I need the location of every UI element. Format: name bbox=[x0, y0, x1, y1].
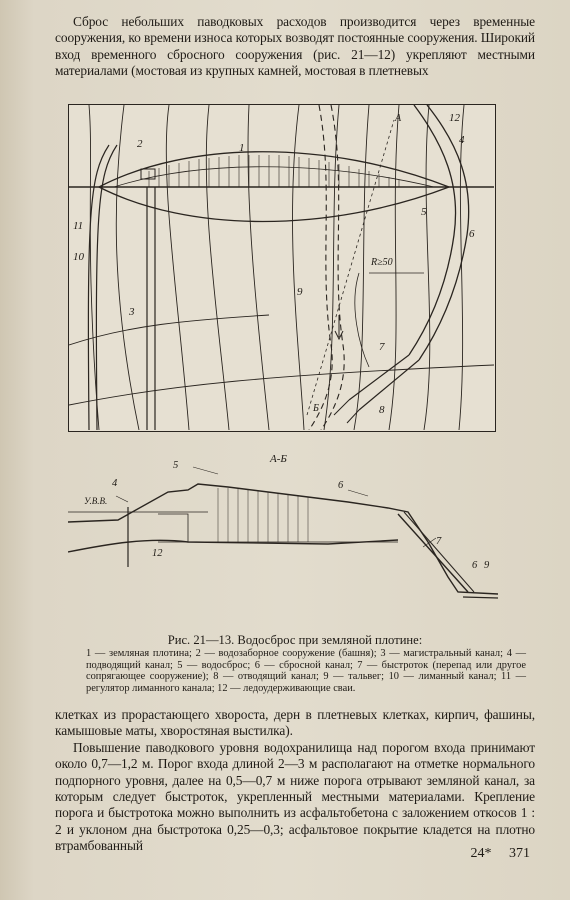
plan-label-12: 12 bbox=[449, 112, 460, 124]
plan-label-radius: R≥50 bbox=[371, 257, 393, 268]
plan-figure bbox=[68, 104, 496, 432]
section-title: А-Б bbox=[270, 453, 287, 465]
bottom-paragraphs bbox=[55, 707, 535, 855]
section-label-7: 7 bbox=[436, 536, 442, 547]
plan-label-5: 5 bbox=[421, 206, 427, 218]
plan-label-1: 1 bbox=[239, 142, 245, 154]
section-drawing bbox=[68, 452, 498, 627]
section-label-5: 5 bbox=[173, 460, 179, 471]
paragraph-text: клетках из прорастающего хворостa, дерн в плетневых клетках, кирпич, фашины, камышовые маты, хворостяная выстилка). bbox=[55, 707, 535, 739]
plan-label-section-b: Б bbox=[313, 403, 319, 414]
plan-label-8: 8 bbox=[379, 404, 385, 416]
section-label-6: 6 bbox=[338, 480, 344, 491]
plan-drawing bbox=[69, 105, 494, 430]
plan-label-11: 11 bbox=[73, 220, 84, 232]
paragraph-text: Повышение паводкового уровня водохранилища над порогом входа принимают около 0,7—1,2 м. Порог входа длиной 2—3 м располагают на отметке нормального подпорного уровня, далее на 0,5—0,7 м ниже порога отрывают земляной канал, за которым следует быстроток, укрепленный местными материалами. Крепление порога и быстротока можно выполнить из асфальтобетона с заложением откосов 1 : 2 и уклоном дна быстротока 0,25—0,3; асфальтовое покрытие кладется на плотно втрамбованный bbox=[55, 739, 535, 854]
section-figure bbox=[68, 452, 498, 627]
figure-caption-title: Рис. 21—13. Водосброс при земляной плотине: bbox=[167, 633, 423, 647]
plan-label-4: 4 bbox=[459, 134, 465, 146]
plan-label-7: 7 bbox=[379, 341, 385, 353]
plan-label-section-a: А bbox=[395, 113, 402, 124]
section-label-uvv: У.В.В. bbox=[84, 496, 108, 506]
plan-label-2: 2 bbox=[137, 138, 143, 150]
top-paragraph bbox=[55, 14, 535, 80]
section-label-4: 4 bbox=[112, 478, 118, 489]
section-label-6b: 6 bbox=[472, 560, 478, 571]
plan-label-9: 9 bbox=[297, 286, 303, 298]
page-footer bbox=[457, 846, 531, 862]
paragraph-text: Сброс небольших паводковых расходов производится через временные сооружения, ко времени износа которых возводят постоянные сооружения. Широкий вход временного сбросного сооружения (рис. 21—12) укрепляют местными материалами (мостовая из крупных камней, мостовая в плетневых bbox=[55, 14, 535, 79]
signature-mark: 24* bbox=[470, 846, 492, 861]
section-label-12: 12 bbox=[152, 548, 163, 559]
plan-label-10: 10 bbox=[73, 251, 84, 263]
plan-label-3: 3 bbox=[129, 306, 135, 318]
figure-caption-body: 1 — земляная плотина; 2 — водозаборное сооружение (башня); 3 — магистральный канал; 4 — подводящий канал; 5 — водосброс; 6 — сбросной канал; 7 — быстроток (перепад или другое сопрягающее сооружение); 8 — отводящий канал; 9 — тальвег; 10 — лиманный канал; 11 — регулятор лиманного канала; 12 — ледоудерживающие сваи. bbox=[86, 648, 526, 694]
plan-label-6: 6 bbox=[469, 228, 475, 240]
section-label-9: 9 bbox=[484, 560, 490, 571]
page-number: 371 bbox=[509, 846, 530, 861]
